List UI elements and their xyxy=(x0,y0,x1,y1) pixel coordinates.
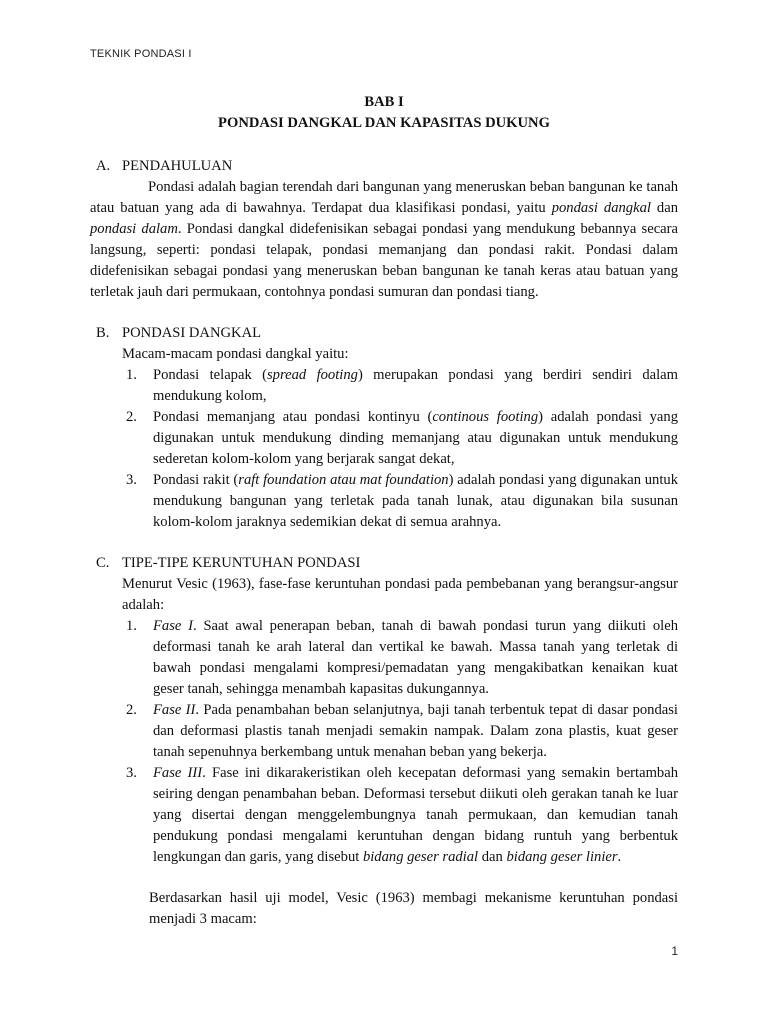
section-letter: A. xyxy=(96,158,111,174)
page-body xyxy=(90,92,678,930)
list-number: 1. xyxy=(126,367,137,383)
text-run: . Pondasi dangkal didefenisikan sebagai pondasi yang mendukung bebannya secara langsung, seperti: pondasi telapak, pondasi memanjang dan pondasi rakit. Pondasi dalam didefenisikan sebagai pondasi yang meneruskan beban bangunan ke tanah keras atau batuan yang terletak jauh dari permukaan, contohnya pondasi sumuran dan pondasi tiang. xyxy=(90,221,678,300)
shallow-foundation-list xyxy=(122,365,678,533)
section-c-heading xyxy=(90,553,678,574)
section-a xyxy=(90,156,678,303)
list-text xyxy=(153,407,678,470)
text-run: ) adalah pondasi yang digunakan untuk mendukung dinding memanjang atau digunakan untuk mendukung sederetan kolom-kolom yang berjarak sangat dekat, xyxy=(153,409,679,467)
section-b xyxy=(90,323,678,533)
italic-term: pondasi dangkal xyxy=(551,200,651,216)
list-text xyxy=(153,616,678,700)
section-b-intro: Macam-macam pondasi dangkal yaitu: xyxy=(122,346,349,362)
section-c-body xyxy=(90,574,678,930)
section-a-heading xyxy=(90,156,678,177)
text-run: . Pada penambahan beban selanjutnya, baji tanah terbentuk tepat di dasar pondasi dan deformasi plastis tanah menjadi semakin nampak. Dalam zona plastis, kuat geser tanah sepenuhnya berkembang untuk menahan beban yang bekerja. xyxy=(153,702,678,760)
list-item xyxy=(122,470,678,533)
italic-term: Fase III xyxy=(153,765,203,781)
italic-term: Fase II xyxy=(153,702,196,718)
section-a-paragraph xyxy=(90,177,678,303)
text-run: . Fase ini dikarakeristikan oleh kecepatan deformasi yang semakin bertambah seiring dengan penambahan beban. Deformasi tersebut diikuti oleh gerakan tanah ke luar yang disertai dengan menggelembungnya tanah permukaan, dan kemudian tanah pendukung pondasi mengalami keruntuhan dengan bidang runtuh yang berbentuk lengkungan dan garis, yang disebut xyxy=(153,765,678,865)
text-run: Pondasi memanjang atau pondasi kontinyu ( xyxy=(153,409,433,425)
text-run: . xyxy=(617,849,622,865)
text-run: ) adalah pondasi yang digunakan untuk mendukung bangunan yang terletak pada tanah lunak, atau digunakan bila susunan kolom-kolom jaraknya sedemikian dekat di semua arahnya. xyxy=(153,472,678,530)
list-item xyxy=(122,407,678,470)
list-number: 3. xyxy=(126,765,137,781)
italic-term: raft foundation atau mat foundation xyxy=(238,472,449,488)
section-letter: B. xyxy=(96,325,110,341)
chapter-label: BAB I xyxy=(364,94,404,110)
section-b-body xyxy=(90,344,678,533)
text-run: dan xyxy=(478,849,507,865)
section-letter: C. xyxy=(96,555,110,571)
text-run: Pondasi rakit ( xyxy=(153,472,239,488)
list-item xyxy=(122,365,678,407)
failure-phase-list xyxy=(122,616,678,868)
italic-term: pondasi dalam xyxy=(90,221,178,237)
chapter-title: PONDASI DANGKAL DAN KAPASITAS DUKUNG xyxy=(218,115,550,131)
text-run: ) merupakan pondasi yang berdiri sendiri dalam mendukung kolom, xyxy=(153,367,679,404)
list-number: 3. xyxy=(126,472,137,488)
section-b-heading xyxy=(90,323,678,344)
italic-term: continous footing xyxy=(432,409,539,425)
section-title: TIPE-TIPE KERUNTUHAN PONDASI xyxy=(122,555,361,571)
section-title: PENDAHULUAN xyxy=(122,158,233,174)
text-run: Pondasi adalah bagian terendah dari bangunan yang meneruskan beban bangunan ke tanah atau batuan yang ada di bawahnya. Terdapat dua klasifikasi pondasi, yaitu xyxy=(90,179,678,216)
section-c-intro: Menurut Vesic (1963), fase-fase keruntuhan pondasi pada pembebanan yang berangsur-angsur adalah: xyxy=(122,576,678,613)
page-number: 1 xyxy=(671,944,678,958)
list-text xyxy=(153,470,678,533)
list-number: 2. xyxy=(126,702,137,718)
section-c-closing: Berdasarkan hasil uji model, Vesic (1963) membagi mekanisme keruntuhan pondasi menjadi 3 macam: xyxy=(149,890,678,927)
section-c xyxy=(90,553,678,930)
list-text xyxy=(153,700,678,763)
italic-term: bidang geser linier xyxy=(506,849,618,865)
section-title: PONDASI DANGKAL xyxy=(122,325,262,341)
list-number: 2. xyxy=(126,409,137,425)
italic-term: spread footing xyxy=(267,367,358,383)
italic-term: Fase I xyxy=(153,618,194,634)
running-header: TEKNIK PONDASI I xyxy=(90,48,192,60)
list-text xyxy=(153,365,678,407)
text-run: Pondasi telapak ( xyxy=(153,367,267,383)
list-number: 1. xyxy=(126,618,137,634)
list-item xyxy=(122,700,678,763)
text-run: . Saat awal penerapan beban, tanah di bawah pondasi turun yang diikuti oleh deformasi tanah ke arah lateral dan vertikal ke bawah. Massa tanah yang terletak di bawah pondasi mengalami kompresi/pemadatan yang mengakibatkan kenaikan kuat geser tanah, sehingga menambah kapasitas dukungannya. xyxy=(153,618,678,697)
list-text xyxy=(153,763,678,868)
italic-term: bidang geser radial xyxy=(362,849,479,865)
list-item xyxy=(122,616,678,700)
list-item xyxy=(122,763,678,868)
text-run: dan xyxy=(650,200,678,216)
